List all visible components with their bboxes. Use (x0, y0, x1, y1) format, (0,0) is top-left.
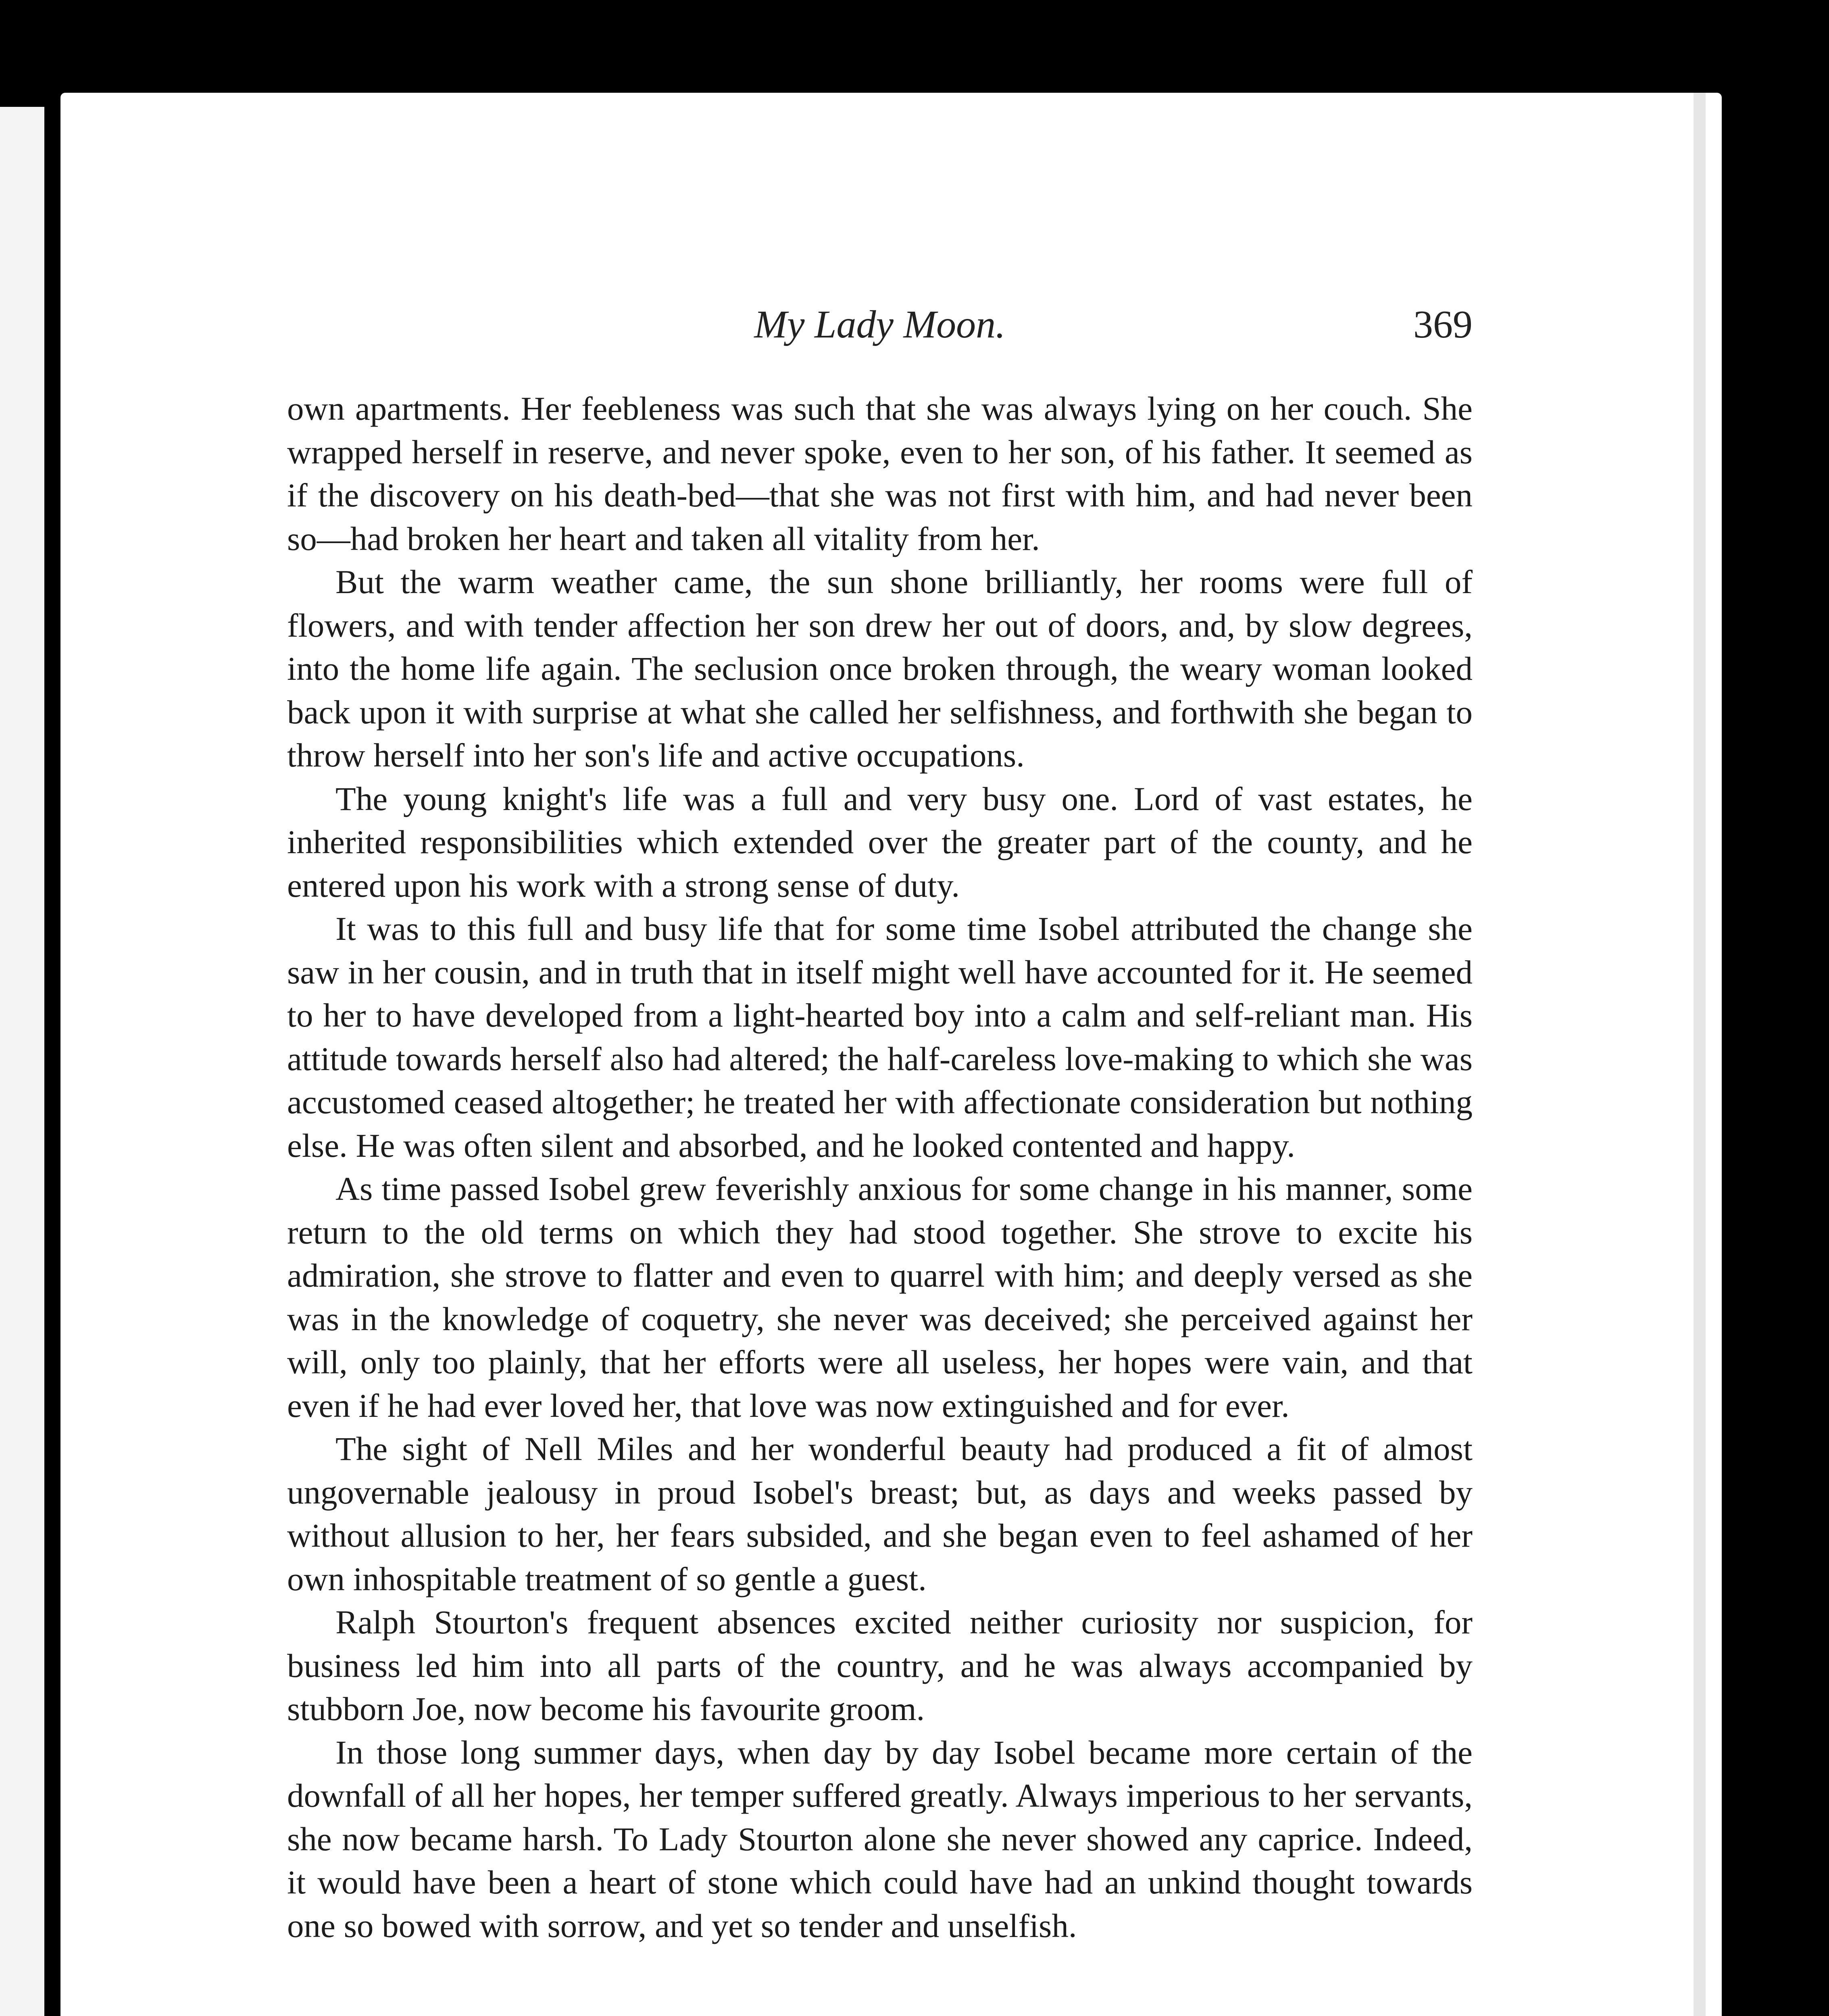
paragraph-4: It was to this full and busy life that for some time Isobel attributed the change she saw in her cousin, and in truth that in itself might well have accounted for it. He seemed to her to have developed from a light-hearted boy into a calm and self-reliant man. His attitude towards herself also had altered; the half-careless love-making to which she was accustomed ceased altogether; he treated her with affectionate consideration but nothing else. He was often silent and absorbed, and he looked contented and happy. (287, 910, 1473, 1164)
running-title: My Lady Moon. (754, 303, 1006, 346)
facing-page-edge (0, 107, 44, 2016)
paragraph-7: Ralph Stourton's frequent absences excited neither curiosity nor suspicion, for business led him into all parts of the country, and he was always accompanied by stubborn Joe, now become his favourite groom. (287, 1604, 1473, 1727)
paragraph-5: As time passed Isobel grew feverishly anxious for some change in his manner, some return to the old terms on which they had stood together. She strove to excite his admiration, she strove to flatter and even to quarrel with him; and deeply versed as she was in the knowledge of coquetry, she never was deceived; she perceived against her will, only too plainly, that her efforts were all useless, her hopes were vain, and that even if he had ever loved her, that love was now extinguished and for ever. (287, 1170, 1473, 1424)
paragraph-2: But the warm weather came, the sun shone brilliantly, her rooms were full of flowers, and with tender affection her son drew her out of doors, and, by slow degrees, into the home life again. The seclusion once broken through, the weary woman looked back upon it with surprise at what she called her selfishness, and forthwith she began to throw herself into her son's life and active occupations. (287, 563, 1473, 774)
paragraph-6: The sight of Nell Miles and her wonderful beauty had produced a fit of almost ungovernable jealousy in proud Isobel's breast; but, as days and weeks passed by without allusion to her, her fears subsided, and she began even to feel ashamed of her own inhospitable treatment of so gentle a guest. (287, 1430, 1473, 1597)
paragraph-1: own apartments. Her feebleness was such that she was always lying on her couch. She wrapped herself in reserve, and never spoke, even to her son, of his father. It seemed as if the discovery on his death-bed—that she was not first with him, and had never been so—had broken her heart and taken all vitality from her. (287, 390, 1473, 557)
page-edge-shadow (1694, 93, 1706, 2016)
running-head (287, 300, 1473, 349)
paragraph-8: In those long summer days, when day by day Isobel became more certain of the downfall of all her hopes, her temper suffered greatly. Always imperious to her servants, she now became harsh. To Lady Stourton alone she never showed any caprice. Indeed, it would have been a heart of stone which could have had an unkind thought towards one so bowed with sorrow, and yet so tender and unselfish. (287, 1733, 1473, 1944)
body-text (287, 387, 1473, 1947)
page-number: 369 (1413, 303, 1473, 346)
paragraph-3: The young knight's life was a full and very busy one. Lord of vast estates, he inherited responsibilities which extended over the greater part of the county, and he entered upon his work with a strong sense of duty. (287, 780, 1473, 904)
